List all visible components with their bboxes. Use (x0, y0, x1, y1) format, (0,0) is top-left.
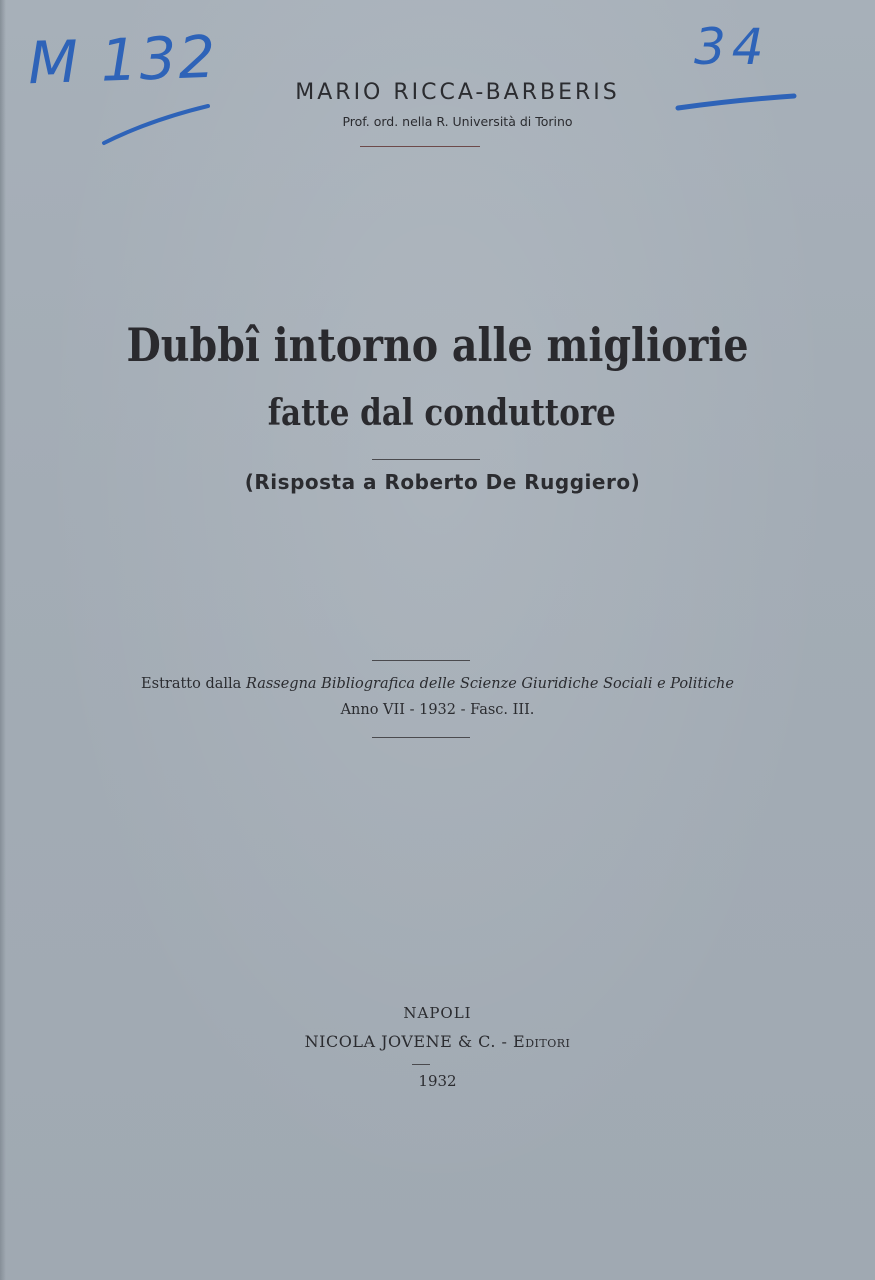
extract-source: Rassegna Bibliografica delle Scienze Giuridiche Sociali e Politiche (245, 676, 734, 692)
author-affiliation: Prof. ord. nella R. Università di Torino (342, 114, 573, 129)
publisher-role: Editori (513, 1032, 571, 1051)
extract-prefix: Estratto dalla (141, 676, 242, 692)
extract-rule-top (372, 660, 470, 661)
extract-issue: Anno VII - 1932 - Fasc. III. (340, 702, 535, 718)
response-note: (Risposta a Roberto De Ruggiero) (244, 470, 641, 494)
handwritten-number: 34 (694, 18, 770, 76)
document-title: Dubbî intorno alle migliorie (126, 318, 749, 372)
extract-line (0, 676, 875, 692)
author-rule (360, 146, 480, 147)
document-subtitle: fatte dal conduttore (267, 392, 616, 434)
imprint-publisher (0, 1032, 875, 1051)
title-rule (372, 459, 480, 460)
extract-rule-bottom (372, 737, 470, 738)
author-name: MARIO RICCA-BARBERIS (295, 80, 620, 105)
imprint-city: NAPOLI (403, 1004, 472, 1022)
handwritten-shelfmark: M 132 (26, 22, 219, 98)
imprint-year: 1932 (418, 1072, 457, 1090)
imprint-rule (412, 1064, 430, 1065)
publisher-name: NICOLA JOVENE & C. - (304, 1032, 508, 1051)
